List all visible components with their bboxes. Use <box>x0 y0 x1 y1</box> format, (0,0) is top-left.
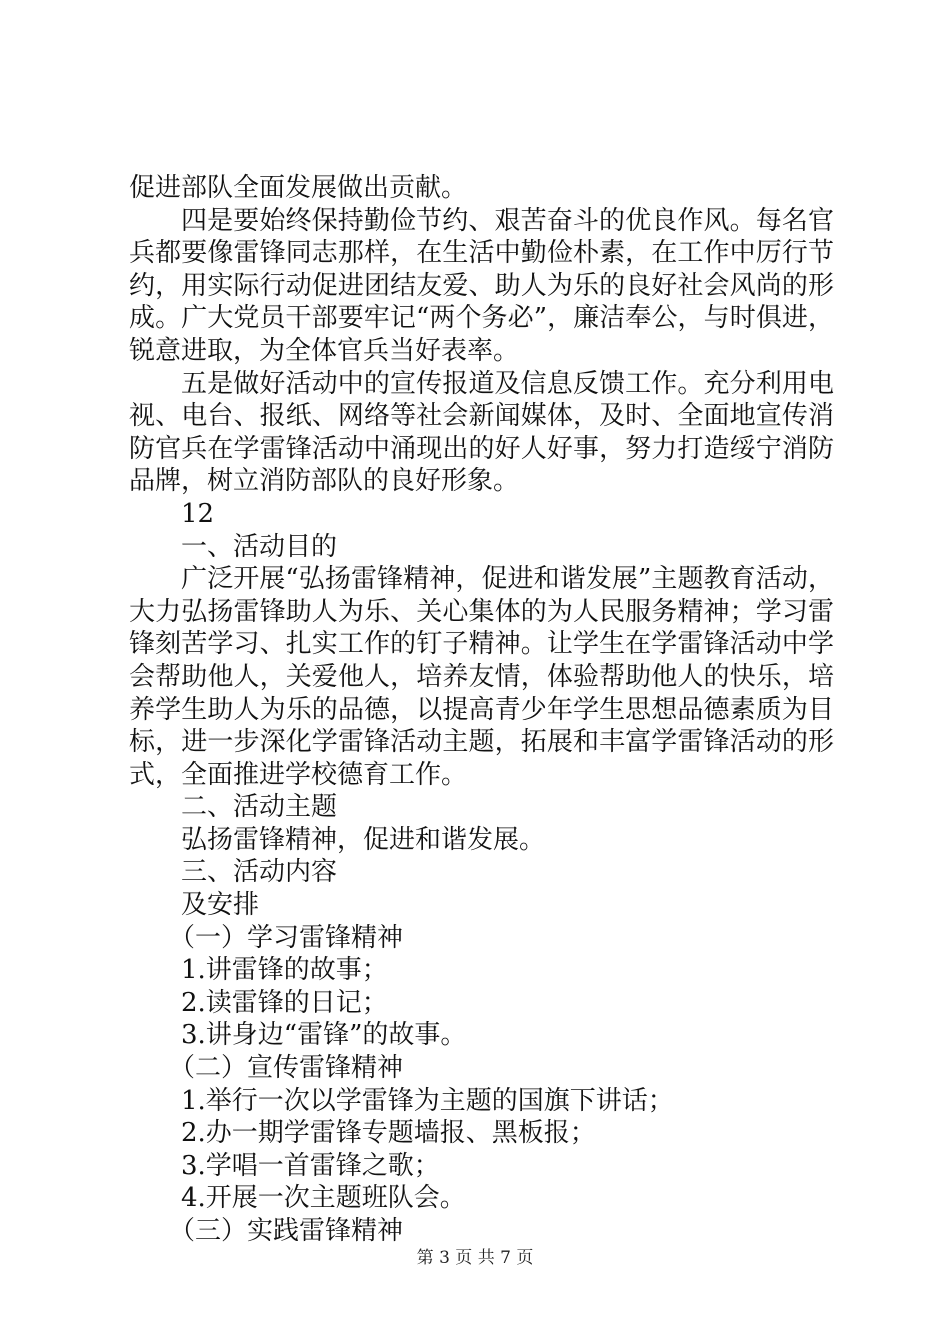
list-item: 2.读雷锋的日记； <box>181 987 388 1018</box>
heading-activity-content: 三、活动内容 <box>181 857 338 888</box>
paragraph-activity-purpose: 广泛开展“弘扬雷锋精神，促进和谐发展”主题教育活动，大力弘扬雷锋助人为乐、关心集体的为人民服务精神；学习雷锋刻苦学习、扎实工作的钉子精神。让学生在学雷锋活动中学会帮助他人，关爱他人，培养友情，体验帮助他人的快乐，培养学生助人为乐的品德，以提高青少年学生思想品德素质为目标，进一步深化学雷锋活动主题，拓展和丰富学雷锋活动的形式，全面推进学校德育工作。 <box>129 564 834 790</box>
document-body <box>129 172 834 1248</box>
list-item: 3.学唱一首雷锋之歌； <box>181 1150 440 1181</box>
subheading-promote: （二）宣传雷锋精神 <box>169 1053 404 1084</box>
paragraph-point-four: 四是要始终保持勤俭节约、艰苦奋斗的优良作风。每名官兵都要像雷锋同志那样，在生活中勤俭朴素，在工作中厉行节约，用实际行动促进团结友爱、助人为乐的良好社会风尚的形成。广大党员干部要牢记“两个务必”，廉洁奉公，与时俱进，锐意进取，为全体官兵当好表率。 <box>129 205 834 366</box>
page-footer: 第 3 页 共 7 页 <box>416 1248 534 1268</box>
heading-activity-arrangement: 及安排 <box>181 890 260 921</box>
paragraph-point-five: 五是做好活动中的宣传报道及信息反馈工作。充分利用电视、电台、报纸、网络等社会新闻媒体，及时、全面地宣传消防官兵在学雷锋活动中涌现出的好人好事，努力打造绥宁消防品牌，树立消防部队的良好形象。 <box>129 368 834 497</box>
list-item: 2.办一期学雷锋专题墙报、黑板报； <box>181 1118 596 1149</box>
paragraph-activity-theme: 弘扬雷锋精神，促进和谐发展。 <box>181 824 546 855</box>
subheading-practice: （三）实践雷锋精神 <box>169 1216 404 1246</box>
list-item: 3.讲身边“雷锋”的故事。 <box>181 1020 467 1051</box>
subheading-learn: （一）学习雷锋精神 <box>169 922 404 953</box>
heading-activity-purpose: 一、活动目的 <box>181 531 338 562</box>
list-item: 1.举行一次以学雷锋为主题的国旗下讲话； <box>181 1085 674 1116</box>
paragraph-continuation: 促进部队全面发展做出贡献。 <box>129 173 468 203</box>
section-number: 12 <box>181 498 215 529</box>
heading-activity-theme: 二、活动主题 <box>181 792 338 823</box>
list-item: 1.讲雷锋的故事； <box>181 955 388 986</box>
list-item: 4.开展一次主题班队会。 <box>181 1183 466 1214</box>
